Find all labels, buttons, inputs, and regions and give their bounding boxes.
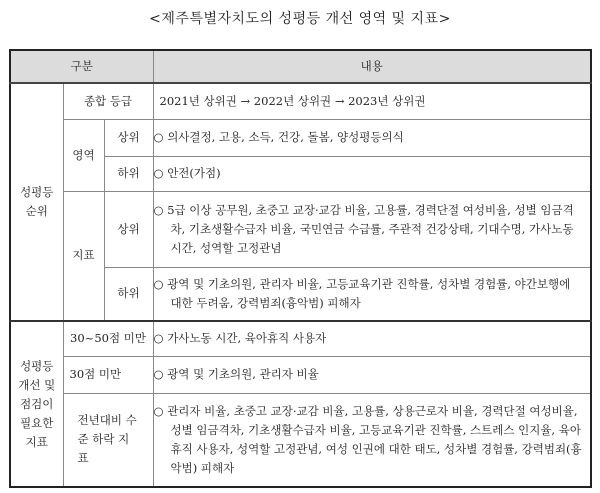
- gender-equality-table: [9, 49, 592, 488]
- indicator-label: 지표: [63, 191, 104, 321]
- area-lower-content: ○ 안전(가점): [153, 156, 591, 191]
- indicator-upper-content: ○ 5급 이상 공무원, 초중고 교장·교감 비율, 고용률, 경력단절 여성비율, 성별 임금격차, 기초생활수급자 비율, 국민연금 수급률, 주관적 건강상태, 기대수명, 가사노동 시간, 성역할 고정관념: [153, 191, 591, 267]
- row-label: 전년대비 수준 하락 지표: [63, 393, 153, 487]
- section2-label: 성평등 개선 및 점검이 필요한 지표: [10, 321, 63, 487]
- row-content: ○ 광역 및 기초의원, 관리자 비율: [153, 356, 591, 393]
- overall-content: 2021년 상위권 → 2022년 상위권 → 2023년 상위권: [153, 83, 591, 119]
- header-category: 구분: [10, 50, 153, 83]
- row-label: 30~50점 미만: [63, 321, 153, 356]
- table-row: [10, 83, 591, 119]
- indicator-lower-label: 하위: [104, 267, 153, 321]
- overall-label: 종합 등급: [63, 83, 153, 119]
- header-row: [10, 50, 591, 83]
- row-content: ○ 관리자 비율, 초중고 교장·교감 비율, 고용률, 상용근로자 비율, 경력단절 여성비율, 성별 임금격차, 기초생활수급자 비율, 고등교육기관 진학률, 스트레스 인지율, 육아휴직 사용자, 성역할 고정관념, 여성 인권에 대한 태도, 성차별 경험률, 강력범죄(흉악범) 피해자: [153, 393, 591, 487]
- document-title: <제주특별자치도의 성평등 개선 영역 및 지표>: [149, 11, 451, 27]
- row-label: 30점 미만: [63, 356, 153, 393]
- area-label: 영역: [63, 119, 104, 191]
- indicator-lower-content: ○ 광역 및 기초의원, 관리자 비율, 고등교육기관 진학률, 성차별 경험률, 야간보행에 대한 두려움, 강력범죄(흉악범) 피해자: [153, 267, 591, 321]
- table-row: [10, 356, 591, 393]
- table-row: [10, 321, 591, 356]
- section1-label: 성평등 순위: [10, 83, 63, 321]
- indicator-upper-label: 상위: [104, 191, 153, 267]
- table-row: [10, 119, 591, 156]
- area-lower-label: 하위: [104, 156, 153, 191]
- header-content: 내용: [153, 50, 591, 83]
- table-row: [10, 393, 591, 487]
- area-upper-content: ○ 의사결정, 고용, 소득, 건강, 돌봄, 양성평등의식: [153, 119, 591, 156]
- row-content: ○ 가사노동 시간, 육아휴직 사용자: [153, 321, 591, 356]
- table-row: [10, 191, 591, 267]
- area-upper-label: 상위: [104, 119, 153, 156]
